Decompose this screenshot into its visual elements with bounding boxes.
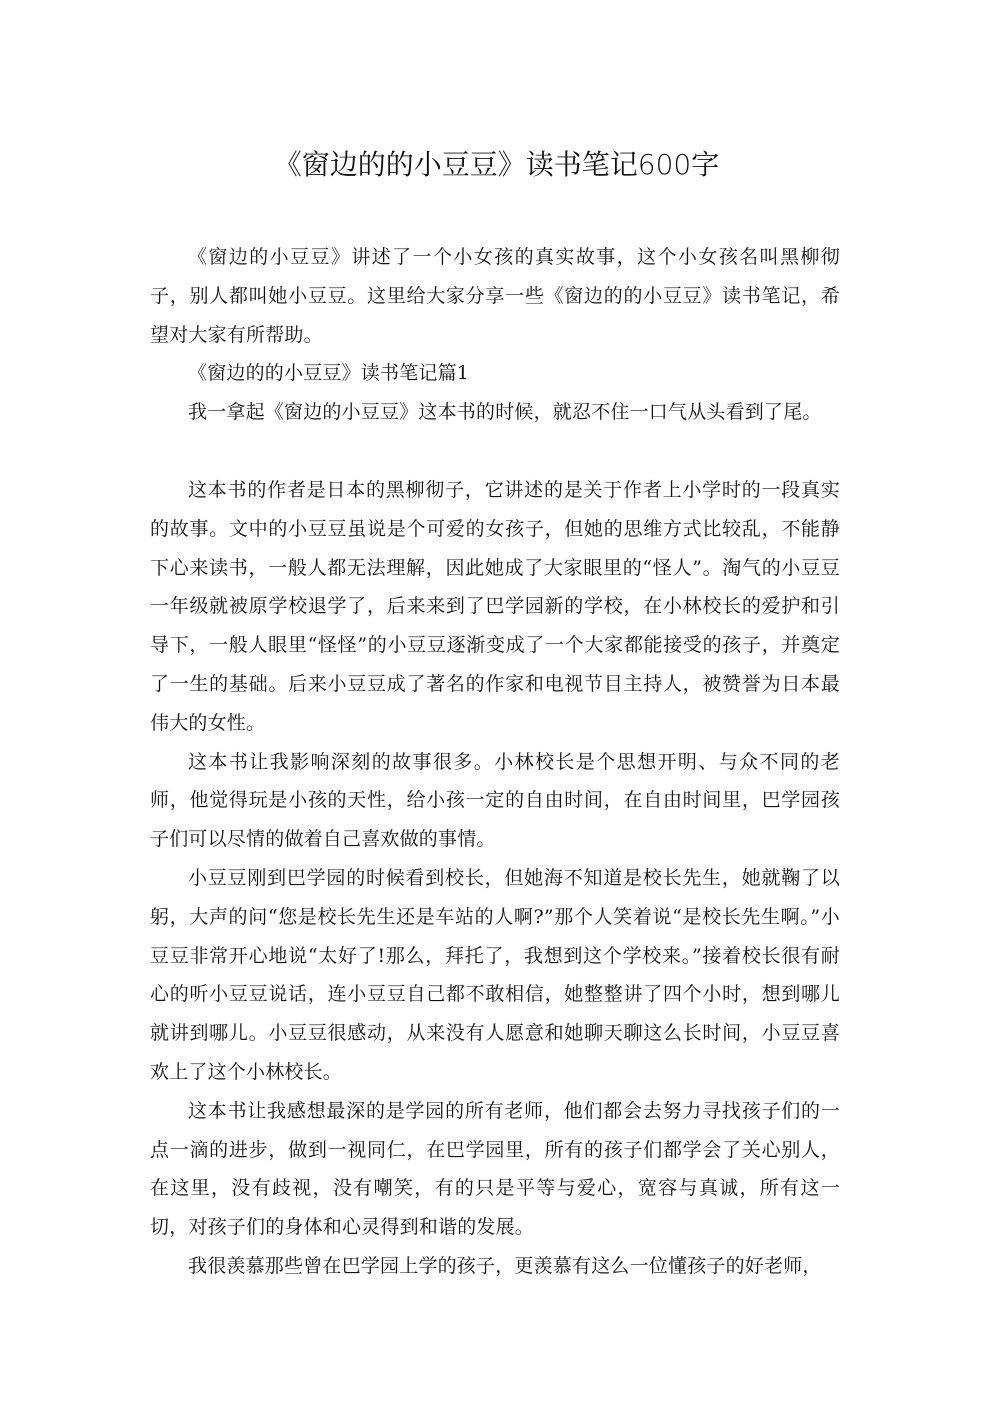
paragraph-3: 这本书让我影响深刻的故事很多。小林校长是个思想开明、与众不同的老师，他觉得玩是小孩的天性，给小孩一定的自由时间，在自由时间里，巴学园孩子们可以尽情的做着自己喜欢做的事情。 bbox=[150, 750, 840, 851]
document-title: 《窗边的的小豆豆》读书笔记600字 bbox=[273, 148, 720, 181]
paragraph-2: 这本书的作者是日本的黑柳彻子，它讲述的是关于作者上小学时的一段真实的故事。文中的小豆豆虽说是个可爱的女孩子，但她的思维方式比较乱，不能静下心来读书，一般人都无法理解，因此她成了大家眼里的“怪人”。淘气的小豆豆一年级就被原学校退学了，后来来到了巴学园新的学校，在小林校长的爱护和引导下，一般人眼里“怪怪”的小豆豆逐渐变成了一个大家都能接受的孩子，并奠定了一生的基础。后来小豆豆成了著名的作家和电视节目主持人，被赞誉为日本最伟大的女性。 bbox=[150, 478, 840, 734]
paragraph-1: 我一拿起《窗边的小豆豆》这本书的时候，就忍不住一口气从头看到了尾。 bbox=[188, 401, 822, 424]
paragraph-4: 小豆豆刚到巴学园的时候看到校长，但她海不知道是校长先生，她就鞠了以躬，大声的问“您是校长先生还是车站的人啊?”那个人笑着说“是校长先生啊。”小豆豆非常开心地说“太好了!那么，拜托了，我想到这个学校来。”接着校长很有耐心的听小豆豆说话，连小豆豆自己都不敢相信，她整整讲了四个小时，想到哪儿就讲到哪儿。小豆豆很感动，从来没有人愿意和她聊天聊这么长时间，小豆豆喜欢上了这个小林校长。 bbox=[150, 866, 840, 1083]
paragraph-6: 我很羡慕那些曾在巴学园上学的孩子，更羡慕有这么一位懂孩子的好老师， bbox=[188, 1254, 822, 1277]
document-body bbox=[150, 238, 840, 1286]
blank-line bbox=[150, 432, 840, 471]
section-heading: 《窗边的的小豆豆》读书笔记篇1 bbox=[188, 362, 470, 385]
intro-paragraph: 《窗边的小豆豆》讲述了一个小女孩的真实故事，这个小女孩名叫黑柳彻子，别人都叫她小豆豆。这里给大家分享一些《窗边的的小豆豆》读书笔记，希望对大家有所帮助。 bbox=[150, 246, 840, 346]
paragraph-5: 这本书让我感想最深的是学园的所有老师，他们都会去努力寻找孩子们的一点一滴的进步，做到一视同仁，在巴学园里，所有的孩子们都学会了关心别人，在这里，没有歧视，没有嘲笑，有的只是平等与爱心，宽容与真诚，所有这一切，对孩子们的身体和心灵得到和谐的发展。 bbox=[150, 1099, 840, 1239]
